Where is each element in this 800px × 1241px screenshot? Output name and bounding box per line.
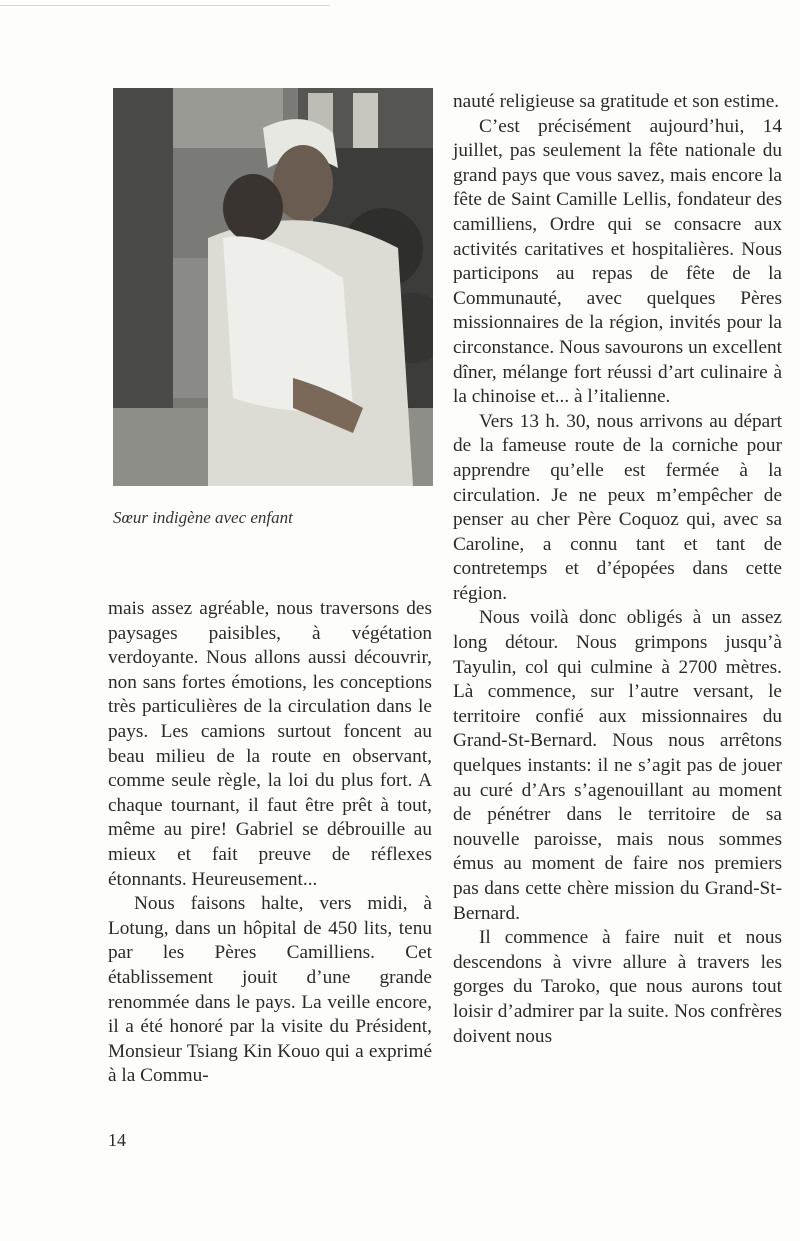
photo-nun-with-child [113,88,433,486]
photo-caption: Sœur indigène avec enfant [113,508,293,527]
top-rule [0,5,330,6]
paragraph: Vers 13 h. 30, nous arrivons au départ de la fameuse route de la corniche pour apprendre qu’elle est fermée à la circulation. Je ne peux m’empêcher de penser au cher Père Coquoz qui, avec sa Caroline, a connu tant et tant de contretemps et d’épopées dans cette région. [453,410,782,604]
paragraph: Nous faisons halte, vers midi, à Lotung, dans un hôpital de 450 lits, tenu par les Pères Camilliens. Cet établissement jouit d’une grande renommée dans le pays. La veille encore, il a été honoré par la visite du Président, Monsieur Tsiang Kin Kouo qui a exprimé à la Commu- [108,893,432,1087]
right-column [453,90,782,1049]
photo-illustration [113,88,433,486]
paragraph: C’est précisément aujourd’hui, 14 juillet, pas seulement la fête nationale du grand pays que vous savez, mais encore la fête de Saint Camille Lellis, fondateur des camilliens, Ordre qui se consacre aux activités caritatives et hospitalières. Nous participons au repas de fête de la Communauté, avec quelques Pères missionnaires de la région, invités pour la circonstance. Nous savourons un excellent dîner, mélange fort réussi d’art culinaire à la chinoise et... à l’italienne. [453,115,782,408]
paragraph: nauté religieuse sa gratitude et son estime. [453,91,780,112]
paragraph: Il commence à faire nuit et nous descendons à vivre allure à travers les gorges du Taroko, que nous aurons tout loisir d’admirer par la suite. Nos confrères doivent nous [453,927,782,1047]
left-column [108,597,432,1089]
paragraph: mais assez agréable, nous traversons des paysages paisibles, à végétation verdoyante. Nous allons aussi découvrir, non sans fortes émotions, les conceptions très particulières de la circulation dans le pays. Les camions surtout foncent au beau milieu de la route en observant, comme seule règle, la loi du plus fort. A chaque tournant, il faut être prêt à tout, même au pire! Gabriel se débrouille au mieux et fait preuve de réflexes étonnants. Heureusement... [108,598,432,890]
paragraph: Nous voilà donc obligés à un assez long détour. Nous grimpons jusqu’à Tayulin, col qui culmine à 2700 mètres. Là commence, sur l’autre versant, le territoire confié aux missionnaires du Grand-St-Bernard. Nous nous arrêtons quelques instants: il ne s’agit pas de jouer au curé d’Ars s’agenouillant au moment de pénétrer dans le territoire de sa nouvelle paroisse, mais nous sommes émus au moment de faire nos premiers pas dans cette chère mission du Grand-St-Bernard. [453,607,782,924]
page-number: 14 [108,1130,126,1150]
